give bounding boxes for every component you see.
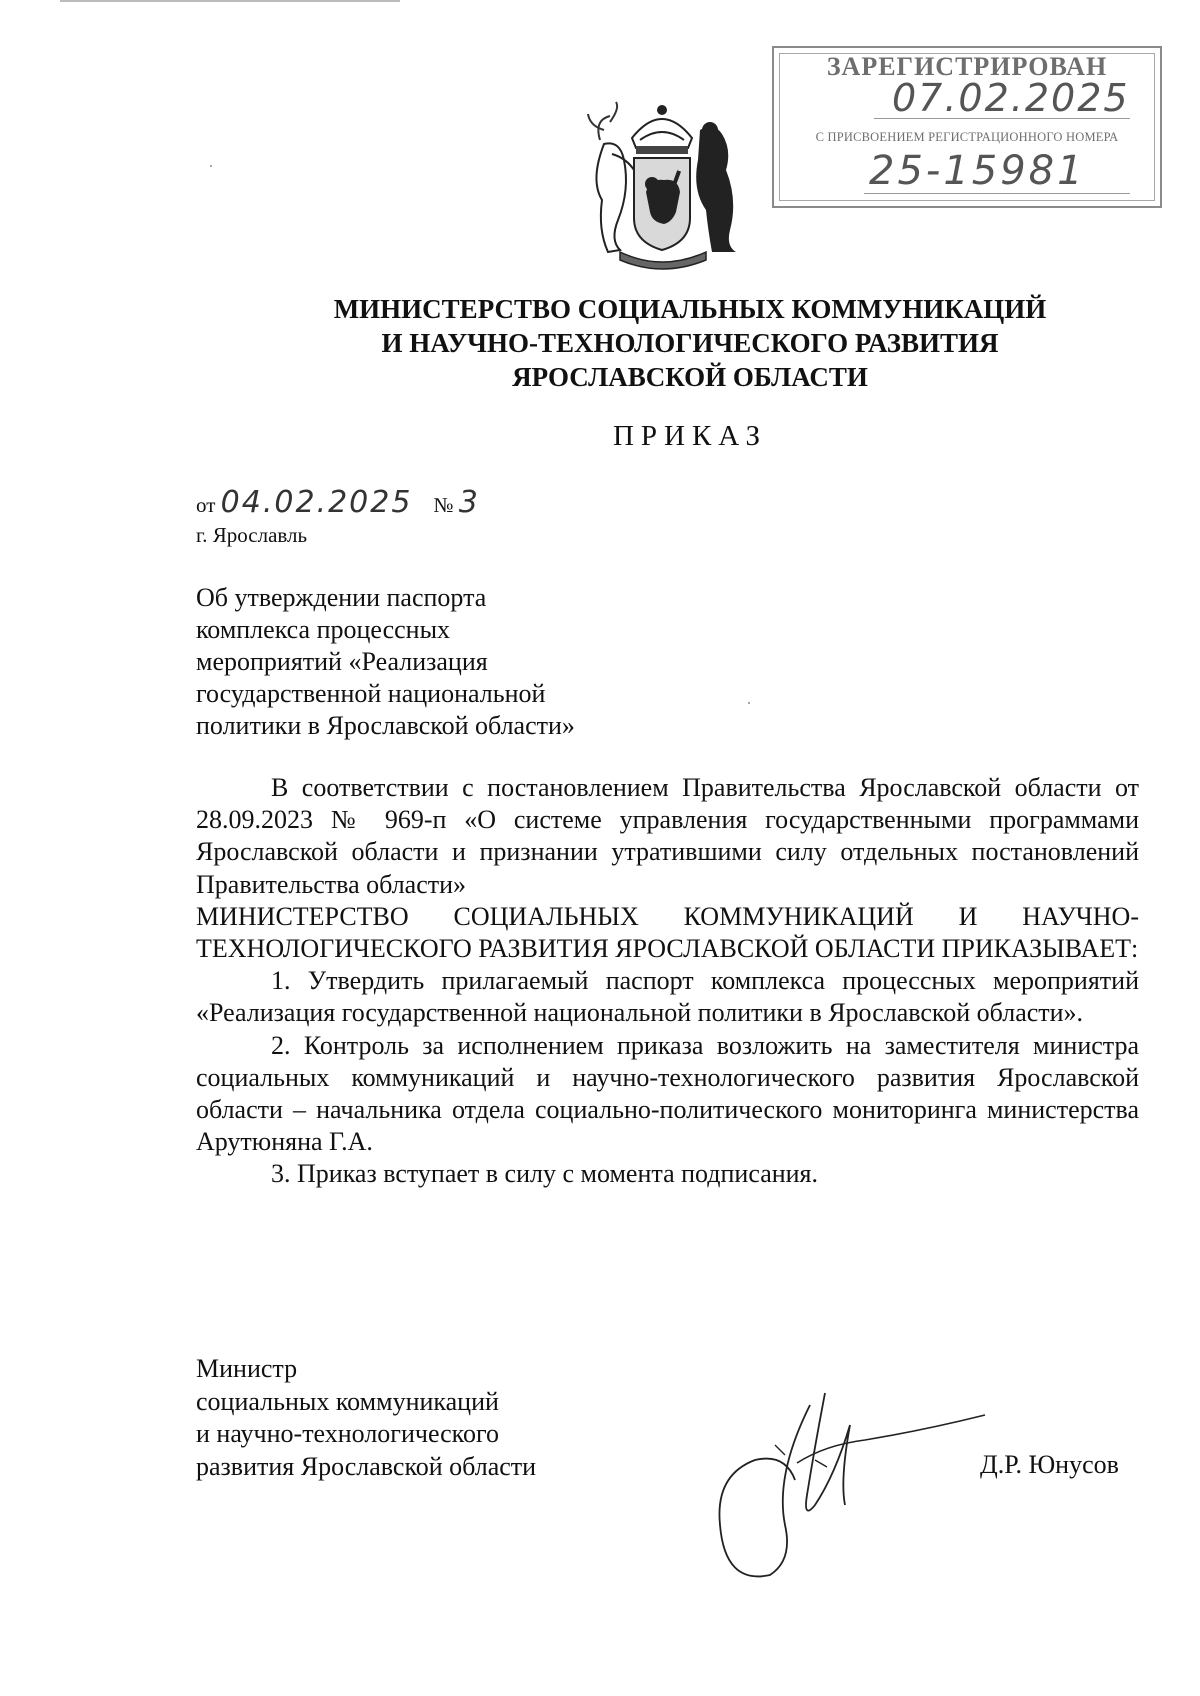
number-prefix: № — [433, 493, 454, 517]
signer-position-line: развития Ярославской области — [196, 1451, 537, 1481]
coat-of-arms-icon — [580, 100, 745, 270]
order-subject — [196, 582, 575, 742]
subject-line: политики в Ярославской области» — [196, 711, 575, 740]
preamble-paragraph: В соответствии с постановлением Правительства Ярославской области от 28.09.2023 № 969-п «О системе управления государственными программами Ярославской области и признании утратившими силу отдельных постановлений Правительства области» — [196, 773, 1139, 899]
order-date-number — [196, 485, 480, 520]
city: г. Ярославль — [196, 523, 308, 547]
signer-position — [196, 1353, 536, 1483]
signer-name: Д.Р. Юнусов — [980, 1450, 1119, 1479]
registration-stamp — [772, 46, 1162, 208]
ministry-heading — [250, 292, 1130, 394]
order-date: 04.02.2025 — [220, 485, 413, 520]
item-2: 2. Контроль за исполнением приказа возложить на заместителя министра социальных коммуникаций и научно-технологического развития Ярославской области – начальника отдела социально-политического мониторинга министерства Арутюняна Г.А. — [196, 1030, 1139, 1157]
scan-speck — [210, 165, 212, 167]
stamp-registration-date: 07.02.2025 — [892, 76, 1130, 120]
handwritten-signature — [715, 1385, 995, 1595]
stamp-caption: С ПРИСВОЕНИЕМ РЕГИСТРАЦИОННОГО НОМЕРА — [815, 130, 1119, 144]
item-1: 1. Утвердить прилагаемый паспорт комплекса процессных мероприятий «Реализация государственной национальной политики в Ярославской области». — [196, 966, 1139, 1028]
document-type: ПРИКАЗ — [612, 420, 768, 452]
signer-position-line: и научно-технологического — [196, 1419, 500, 1448]
signer-position-line: Министр — [196, 1354, 298, 1383]
stamp-registration-number: 25-15981 — [869, 148, 1086, 194]
subject-line: мероприятий «Реализация — [196, 647, 488, 676]
order-body — [196, 772, 1139, 1191]
ministry-heading-line: МИНИСТЕРСТВО СОЦИАЛЬНЫХ КОММУНИКАЦИЙ — [333, 294, 1047, 324]
item-3: 3. Приказ вступает в силу с момента подписания. — [271, 1159, 819, 1189]
scan-speck — [748, 702, 750, 704]
subject-line: комплекса процессных — [196, 615, 451, 644]
ministry-heading-line: ЯРОСЛАВСКОЙ ОБЛАСТИ — [512, 362, 868, 392]
stamp-title: ЗАРЕГИСТРИРОВАН — [826, 52, 1108, 81]
authority-paragraph: МИНИСТЕРСТВО СОЦИАЛЬНЫХ КОММУНИКАЦИЙ И НАУЧНО-ТЕХНОЛОГИЧЕСКОГО РАЗВИТИЯ ЯРОСЛАВСКОЙ ОБЛАСТИ ПРИКАЗЫВАЕТ: — [196, 901, 1139, 964]
signer-position-line: социальных коммуникаций — [196, 1386, 499, 1416]
scan-edge-artifact — [60, 0, 400, 2]
order-number: 3 — [458, 485, 480, 520]
subject-line: государственной национальной — [196, 679, 546, 708]
ministry-heading-line: И НАУЧНО-ТЕХНОЛОГИЧЕСКОГО РАЗВИТИЯ — [381, 328, 999, 358]
date-prefix: от — [196, 493, 216, 517]
subject-line: Об утверждении паспорта — [196, 583, 487, 612]
